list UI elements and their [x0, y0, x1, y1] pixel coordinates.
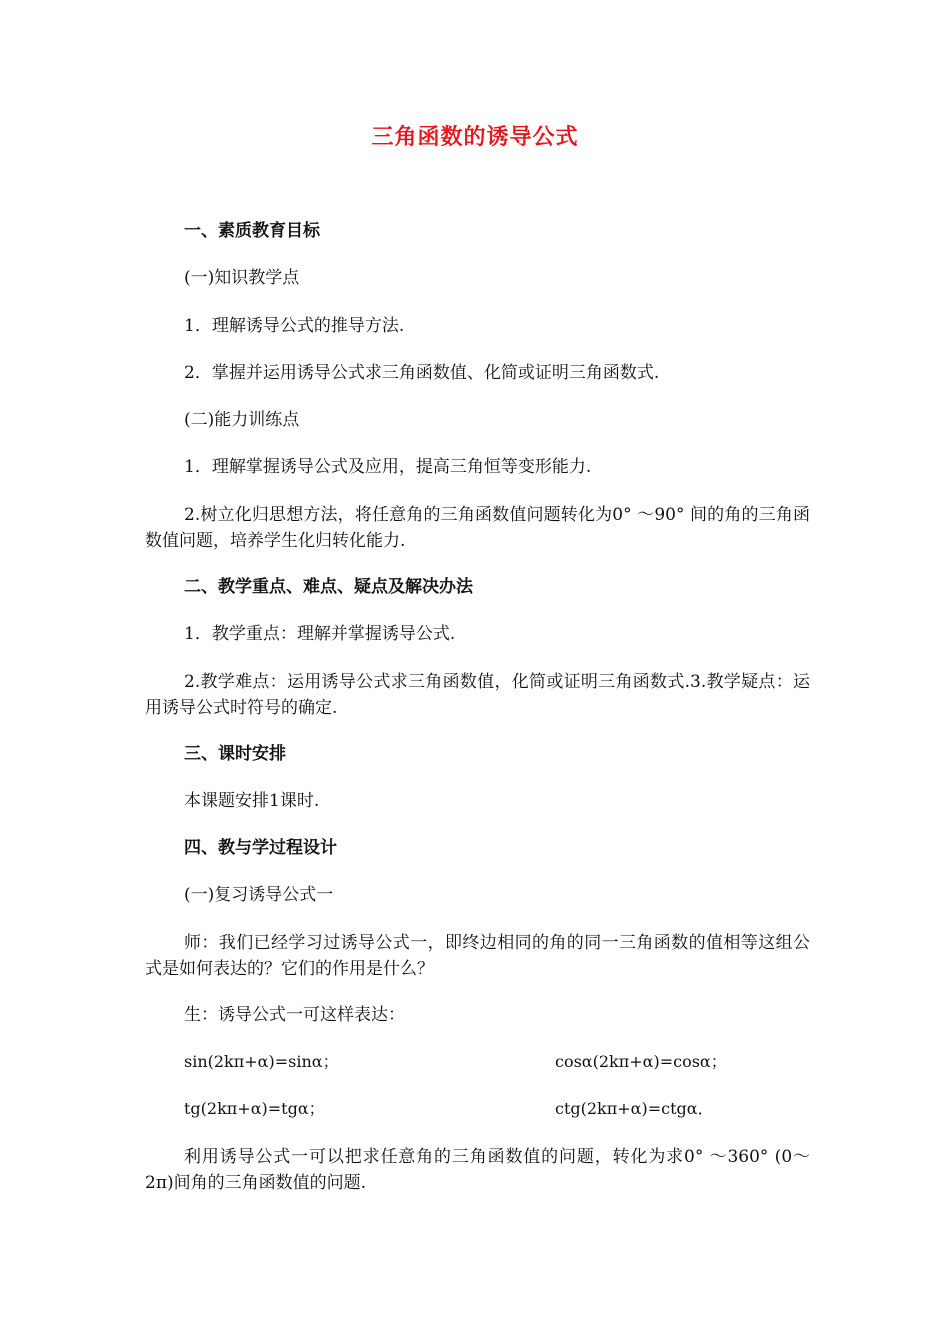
section-heading-4: 四、教与学过程设计 [184, 838, 337, 858]
formula-cos: cosα(2kπ+α)=cosα； [555, 1052, 727, 1071]
paragraph: 1．理解诱导公式的推导方法. [184, 316, 405, 336]
paragraph: 1．教学重点：理解并掌握诱导公式. [184, 624, 456, 644]
document-title: 三角函数的诱导公式 [371, 125, 579, 150]
paragraph-conclusion: 利用诱导公式一可以把求任意角的三角函数值的问题，转化为求0° ～360° (0～2π)间角的三角函数值的问题. [145, 1147, 810, 1193]
paragraph: 1．理解掌握诱导公式及应用，提高三角恒等变形能力. [184, 457, 592, 477]
paragraph: 2.教学难点：运用诱导公式求三角函数值，化简或证明三角函数式.3.教学疑点：运用诱导公式时符号的确定. [145, 672, 810, 718]
paragraph: 本课题安排1课时. [184, 791, 320, 811]
section-heading-1: 一、素质教育目标 [184, 221, 320, 241]
formula-tg: tg(2kπ+α)=tgα； [184, 1099, 325, 1118]
subheading-review: (一)复习诱导公式一 [184, 885, 334, 905]
formula-ctg: ctg(2kπ+α)=ctgα． [555, 1099, 714, 1118]
paragraph-student: 生：诱导公式一可这样表达： [184, 1005, 405, 1025]
section-heading-3: 三、课时安排 [184, 744, 286, 764]
paragraph: 2.树立化归思想方法，将任意角的三角函数值问题转化为0° ～90° 间的角的三角函数值问题，培养学生化归转化能力. [145, 505, 810, 551]
paragraph: 2．掌握并运用诱导公式求三角函数值、化简或证明三角函数式. [184, 363, 660, 383]
paragraph-teacher: 师：我们已经学习过诱导公式一，即终边相同的角的同一三角函数的值相等这组公式是如何表达的？它们的作用是什么？ [145, 933, 810, 979]
section-heading-2: 二、教学重点、难点、疑点及解决办法 [184, 577, 473, 597]
subheading-ability: (二)能力训练点 [184, 410, 300, 430]
formula-sin: sin(2kπ+α)=sinα； [184, 1052, 339, 1071]
subheading-knowledge: (一)知识教学点 [184, 268, 300, 288]
